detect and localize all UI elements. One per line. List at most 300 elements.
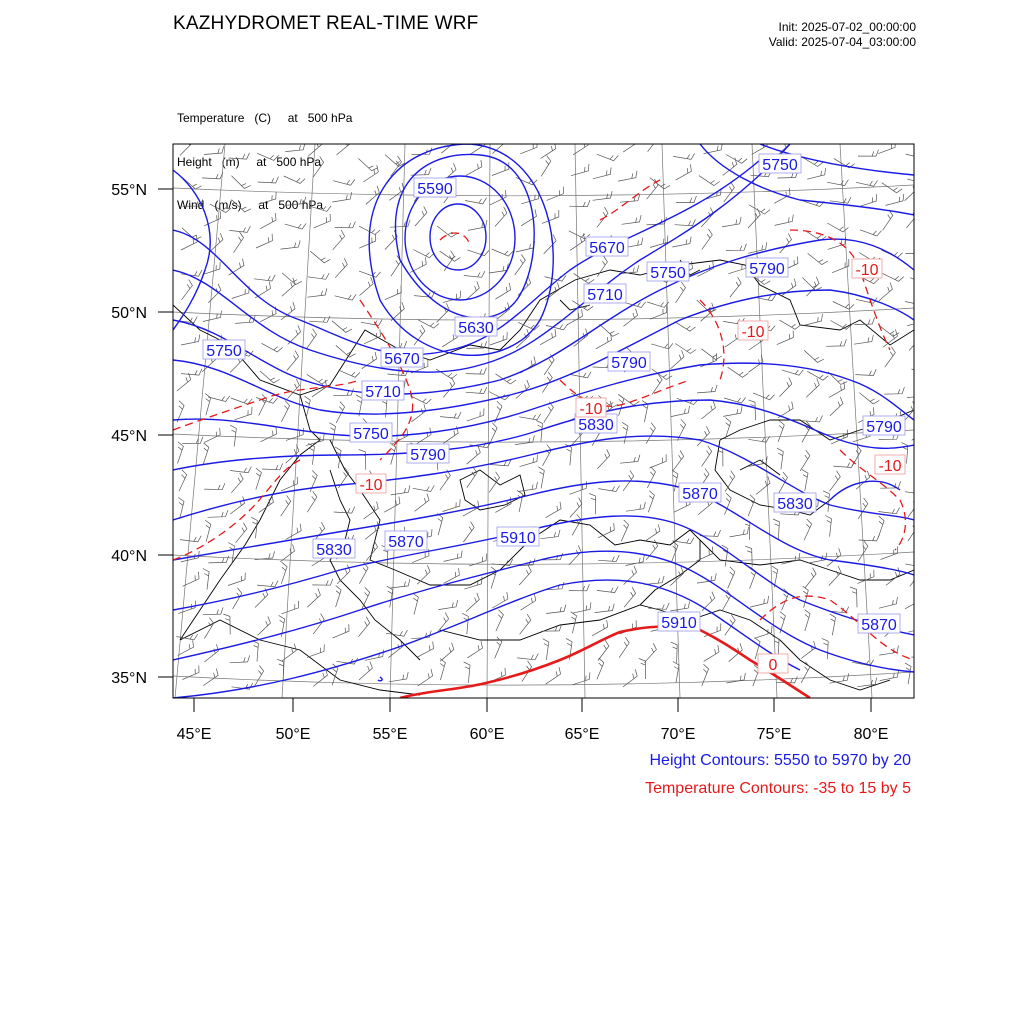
wind-barb — [440, 643, 454, 661]
zero-isotherm — [400, 626, 810, 698]
wind-barb — [489, 264, 508, 273]
wind-barb — [230, 497, 244, 515]
wind-barb — [277, 659, 284, 680]
wind-barb — [230, 425, 236, 446]
wind-barb — [778, 420, 784, 442]
wind-barb — [572, 602, 591, 613]
wind-barb — [281, 401, 289, 422]
wind-barb — [285, 223, 307, 229]
wind-barb — [492, 592, 508, 608]
wind-barb — [463, 522, 474, 542]
temperature-contour-legend: Temperature Contours: -35 to 15 by 5 — [645, 780, 911, 797]
height-contour-value: 5790 — [410, 447, 446, 464]
height-contour-label — [350, 423, 392, 443]
wind-barb — [234, 232, 244, 253]
wind-barb — [780, 320, 801, 329]
wind-barb — [411, 631, 431, 639]
wind-barb — [280, 544, 294, 562]
lon-label: 70°E — [660, 726, 696, 743]
country-boundaries — [173, 260, 914, 695]
wind-barb — [546, 667, 561, 684]
wind-barb — [462, 613, 468, 634]
wind-barb — [704, 645, 719, 661]
wind-barb — [543, 445, 552, 466]
lon-label: 65°E — [564, 726, 600, 743]
wind-barb — [833, 461, 854, 467]
wind-barb — [260, 307, 276, 322]
wind-barb — [417, 565, 430, 584]
wind-barb — [571, 164, 589, 176]
height-contour-value: 5710 — [587, 287, 623, 304]
wind-barb — [286, 524, 302, 540]
wind-barb — [333, 180, 355, 186]
wind-barb — [361, 320, 382, 326]
wind-barb — [882, 183, 903, 193]
wind-barb — [517, 490, 523, 512]
height-contour-label — [455, 317, 497, 337]
wind-barb — [415, 206, 427, 226]
wind-barb — [389, 183, 404, 200]
wind-barb — [723, 406, 742, 416]
wind-barb — [671, 541, 678, 563]
wind-barb — [286, 197, 306, 206]
wind-barb — [724, 182, 735, 202]
wind-barb — [910, 566, 921, 586]
wind-barb — [800, 450, 810, 471]
temperature-contour-label — [576, 398, 606, 418]
wind-barb — [859, 535, 880, 541]
wind-barb — [859, 393, 879, 404]
wind-barb — [826, 339, 846, 346]
temperature-contour-value: -10 — [855, 262, 879, 279]
wind-barb — [228, 573, 245, 586]
wind-barb — [210, 204, 231, 213]
wind-barb — [307, 288, 327, 297]
height-contour-value: 5830 — [316, 542, 352, 559]
wind-barb — [229, 153, 250, 159]
wind-barb — [412, 404, 426, 422]
temperature-contour-value: -10 — [359, 477, 383, 494]
wind-barb — [827, 548, 841, 566]
wind-barb — [907, 178, 929, 184]
lon-label: 45°E — [176, 726, 212, 743]
wind-barb — [309, 316, 330, 322]
wind-barb — [648, 491, 654, 513]
height-contour-label — [407, 444, 449, 464]
wind-barb — [364, 502, 379, 519]
wind-barb — [358, 159, 378, 171]
wind-barb — [569, 545, 581, 565]
wind-barb — [235, 315, 255, 323]
wind-barb — [181, 235, 197, 250]
wind-barb — [832, 259, 849, 273]
wind-barb — [339, 370, 360, 377]
wind-barb — [546, 502, 562, 518]
wind-barb — [907, 314, 925, 325]
wind-barb — [203, 443, 209, 465]
latitude-labels — [111, 182, 147, 687]
wind-barb — [748, 400, 755, 420]
wind-barb — [307, 644, 324, 657]
wind-barb — [495, 303, 509, 321]
wind-barb — [517, 654, 538, 660]
height-contour-value: 5750 — [206, 343, 242, 360]
wind-barb — [308, 273, 329, 279]
wind-barb — [204, 644, 218, 662]
height-contour-label — [584, 284, 626, 304]
wind-barb — [912, 651, 933, 658]
wind-barb — [598, 640, 609, 660]
wind-barb — [673, 662, 679, 683]
lat-label: 45°N — [111, 428, 147, 445]
wind-barb — [467, 250, 489, 256]
wind-barb — [444, 551, 463, 562]
wind-barb — [230, 467, 251, 473]
height-contour-value: 5630 — [458, 320, 494, 337]
height-contour-label — [858, 614, 900, 634]
wind-barb — [647, 302, 669, 307]
wind-barb — [619, 637, 629, 658]
wind-barb — [805, 610, 811, 632]
wind-barb — [440, 658, 446, 680]
wind-barb — [624, 302, 646, 308]
height-contour-value: 5910 — [661, 615, 697, 632]
wind-barb — [467, 408, 484, 421]
wind-barb — [670, 567, 683, 586]
wind-barb — [650, 178, 670, 189]
height-contour-value: 5870 — [682, 486, 718, 503]
wind-barb — [230, 655, 250, 663]
wind-barb — [491, 567, 496, 589]
wind-barb — [229, 226, 250, 232]
wind-barb — [884, 387, 904, 394]
wind-barb — [547, 187, 564, 201]
wind-barb — [777, 448, 783, 469]
wind-barb — [647, 467, 655, 488]
wind-barb — [496, 610, 504, 631]
wind-barb — [467, 641, 482, 658]
wind-barb — [336, 586, 342, 608]
wind-barb — [314, 214, 331, 228]
wind-barb — [229, 259, 244, 276]
wind-barb — [333, 624, 350, 638]
height-contour-label — [497, 527, 539, 547]
wind-barb — [359, 271, 381, 277]
wind-barb — [515, 255, 526, 276]
height-contour-label — [362, 381, 404, 401]
wind-barb — [443, 377, 455, 397]
wind-barb — [204, 618, 213, 639]
wind-barb — [623, 669, 637, 687]
wind-barb — [572, 514, 581, 535]
temperature-contour-label — [758, 654, 788, 674]
wind-barb — [701, 401, 715, 419]
wind-barb — [829, 566, 841, 586]
wind-barb — [489, 472, 499, 493]
wind-barb — [336, 345, 356, 357]
wind-barb — [569, 481, 586, 494]
wind-barb — [725, 493, 732, 515]
wind-barb — [908, 521, 918, 542]
wind-barb — [702, 664, 709, 686]
wind-barb — [257, 153, 278, 160]
lon-label: 60°E — [469, 726, 505, 743]
wind-barb — [495, 207, 507, 227]
wind-barb — [909, 331, 921, 351]
wind-barb — [335, 447, 341, 468]
wind-barb — [182, 177, 202, 189]
lat-label: 55°N — [111, 182, 147, 199]
height-contour-value: 5750 — [650, 265, 686, 282]
temperature-contour-label — [875, 455, 905, 475]
wind-barb — [256, 468, 262, 490]
wind-barb — [231, 473, 243, 493]
wind-barb — [827, 180, 848, 186]
wind-barb — [854, 335, 873, 344]
wind-barb — [806, 277, 819, 296]
wind-barb — [598, 523, 614, 538]
wind-barb — [730, 277, 741, 297]
wind-barb — [801, 662, 810, 683]
wind-barb — [181, 369, 202, 375]
wind-barb — [306, 329, 316, 350]
wind-barb — [596, 333, 612, 349]
wind-barb — [335, 294, 357, 300]
lat-label: 35°N — [111, 670, 147, 687]
longitude-labels — [177, 726, 889, 743]
wind-barb — [179, 470, 187, 491]
wind-barb — [546, 605, 566, 614]
wind-barb — [437, 514, 443, 536]
wind-barb — [287, 351, 299, 371]
wind-barb — [385, 155, 405, 167]
wind-barb — [359, 277, 373, 295]
wind-barb — [626, 555, 645, 566]
wind-barb — [255, 551, 275, 559]
wind-barb — [310, 206, 332, 212]
wind-barb — [906, 153, 928, 159]
wind-barb — [905, 488, 926, 494]
wind-barb — [204, 146, 224, 154]
wind-barb — [802, 470, 808, 491]
wind-barb — [593, 191, 613, 200]
temperature-contour-value: 0 — [768, 657, 778, 674]
wind-barb — [830, 397, 843, 416]
lat-label: 50°N — [111, 305, 147, 322]
wind-barb — [858, 150, 879, 157]
wind-barb — [440, 412, 461, 418]
wind-barb — [208, 396, 230, 402]
wind-barb — [644, 643, 656, 663]
wind-barb — [905, 299, 926, 305]
wind-barb — [754, 626, 772, 638]
lon-label: 50°E — [275, 726, 311, 743]
wind-barb — [597, 658, 604, 680]
wind-barb — [777, 331, 794, 345]
wind-barb — [906, 561, 927, 567]
wind-barb — [516, 241, 535, 252]
temperature-contour-label — [356, 474, 386, 494]
height-contour-value: 5830 — [777, 496, 813, 513]
height-contour-value: 5670 — [384, 351, 420, 368]
height-contour-value: 5790 — [866, 419, 902, 436]
height-contour-labels — [203, 154, 905, 634]
wind-barb — [544, 235, 556, 254]
wind-barb — [807, 168, 825, 179]
wind-barb — [597, 154, 619, 161]
wind-barb — [620, 455, 640, 464]
height-contour-legend: Height Contours: 5550 to 5970 by 20 — [649, 752, 911, 769]
wind-barb — [598, 555, 619, 561]
wind-barb — [878, 508, 899, 514]
wind-barb — [830, 614, 836, 635]
wind-barb — [878, 516, 884, 538]
wind-barb — [670, 601, 689, 611]
wind-barb — [418, 669, 433, 686]
temperature-contour-value: -10 — [878, 458, 902, 475]
wind-barb — [592, 620, 608, 636]
wind-barb — [256, 234, 272, 248]
wind-barb — [203, 669, 218, 686]
wind-barb — [466, 593, 479, 612]
wind-barb — [907, 208, 918, 228]
wind-barb — [830, 197, 851, 203]
wind-barb — [359, 662, 373, 681]
wind-barb — [180, 536, 201, 542]
temperature-contour-label — [738, 321, 768, 341]
wind-barb — [910, 278, 932, 284]
wind-barb — [697, 547, 713, 561]
wind-barb — [831, 321, 852, 330]
wind-barb — [857, 570, 874, 584]
wind-barb — [418, 320, 439, 328]
wind-barb — [258, 192, 276, 204]
height-contour-label — [608, 352, 650, 372]
field-wind: Wind (m/s) at 500 hPa — [177, 198, 324, 212]
wind-barb — [312, 579, 333, 586]
wind-barb — [287, 379, 299, 399]
wind-barb — [883, 210, 893, 231]
wind-barb — [701, 349, 721, 360]
wind-barb — [284, 176, 305, 184]
height-contour-label — [313, 539, 355, 559]
temperature-contour-value: -10 — [579, 401, 603, 418]
lat-label: 40°N — [111, 548, 147, 565]
wind-barb — [282, 273, 302, 285]
wind-barb — [645, 524, 660, 541]
wind-barb — [391, 156, 402, 176]
wind-barb — [905, 663, 911, 684]
wind-barb — [675, 322, 696, 332]
wind-barbs — [176, 132, 933, 690]
wind-barb — [850, 587, 857, 607]
wind-barb — [697, 261, 713, 276]
wind-barb — [181, 335, 200, 345]
wind-barb — [905, 248, 926, 254]
wind-barb — [364, 329, 380, 344]
wind-barb — [574, 273, 595, 283]
wind-barb — [313, 157, 323, 178]
wind-barb — [443, 499, 461, 511]
wind-barb — [208, 510, 228, 517]
wind-barb — [726, 244, 746, 251]
wind-barb — [886, 194, 904, 206]
wind-barb — [833, 302, 854, 310]
wind-barb — [281, 240, 301, 249]
height-contour-value: 5790 — [611, 355, 647, 372]
wind-barb — [180, 136, 193, 155]
wind-barb — [232, 176, 251, 189]
wind-barb — [359, 450, 366, 470]
wind-barb — [437, 226, 457, 237]
wind-barb — [203, 311, 222, 322]
wind-barb — [804, 519, 812, 540]
wind-barb — [676, 196, 697, 203]
wind-barb — [644, 576, 664, 585]
wind-barb — [465, 198, 486, 204]
wind-barb — [597, 587, 618, 593]
wind-barb — [569, 200, 590, 207]
wind-barb — [236, 523, 247, 543]
wind-barb — [335, 258, 347, 278]
wind-barb — [699, 176, 720, 186]
height-contour-value: 5790 — [749, 261, 785, 278]
wind-barb — [775, 215, 794, 226]
temperature-contour-value: -10 — [741, 324, 765, 341]
lon-label: 80°E — [853, 726, 889, 743]
wind-barb — [443, 291, 461, 303]
wind-barb — [855, 369, 876, 375]
lon-label: 75°E — [756, 726, 792, 743]
wind-barb — [589, 494, 596, 515]
wind-barb — [673, 153, 694, 159]
wind-barb — [673, 450, 684, 470]
wind-barb — [725, 471, 735, 492]
wind-barb — [307, 491, 317, 512]
field-height: Height (m) at 500 hPa — [177, 154, 322, 169]
wind-barb — [467, 446, 481, 464]
wind-barb — [466, 160, 482, 176]
wind-barb — [464, 662, 470, 683]
wind-barb — [282, 601, 299, 614]
wind-barb — [671, 642, 677, 663]
wind-barb — [697, 385, 717, 393]
wind-barb — [542, 210, 559, 223]
wind-barb — [254, 275, 275, 281]
wind-barb — [622, 215, 642, 224]
height-contour-label — [746, 258, 788, 278]
wind-barb — [702, 229, 713, 250]
wind-barb — [748, 495, 755, 516]
wind-barb — [908, 497, 919, 518]
wind-barb — [337, 137, 351, 155]
wind-barb — [363, 165, 378, 182]
wind-barb — [492, 249, 514, 256]
wind-barb — [260, 213, 276, 229]
wind-barb — [675, 219, 696, 225]
wind-barb — [593, 167, 611, 178]
wind-barb — [780, 233, 792, 253]
wind-barb — [281, 495, 291, 516]
wind-barb — [650, 454, 667, 468]
wind-barb — [332, 321, 352, 333]
wind-barb — [671, 406, 690, 417]
wind-barb — [570, 498, 582, 518]
height-contour-value: 5750 — [762, 157, 798, 174]
wind-barb — [702, 446, 712, 467]
wind-barb — [520, 614, 531, 634]
wind-barb — [202, 173, 223, 179]
